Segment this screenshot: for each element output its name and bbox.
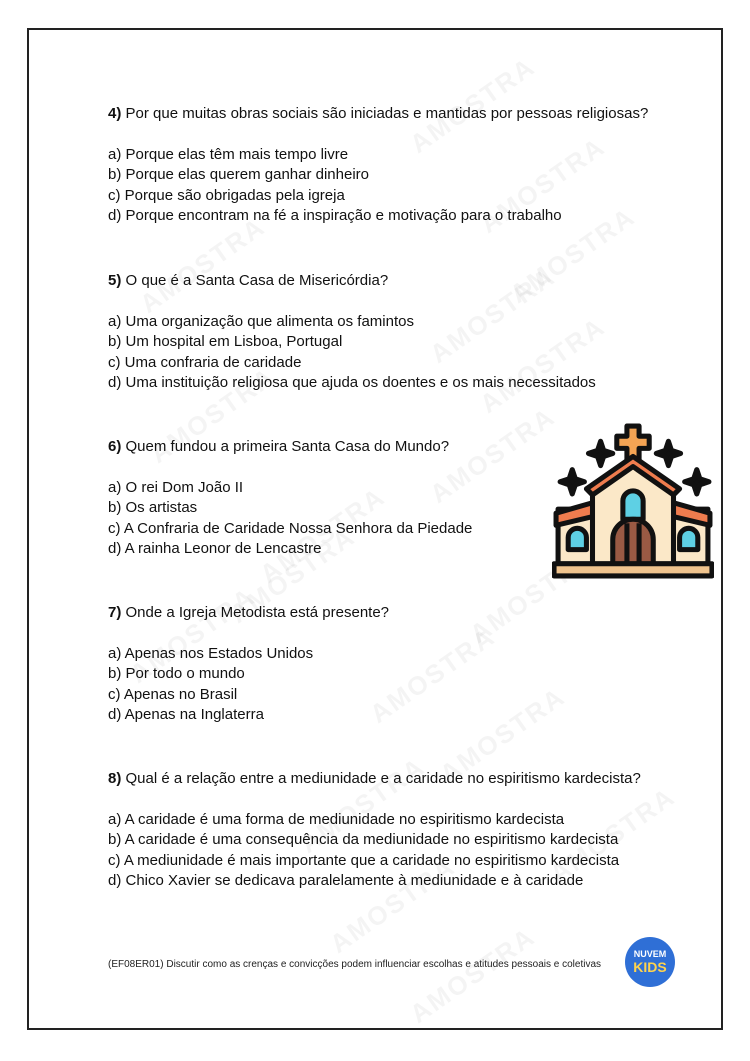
church-illustration — [552, 420, 714, 582]
answer-option: d) Apenas na Inglaterra — [108, 706, 264, 724]
question-5 — [108, 271, 596, 394]
question-number: 4) — [108, 105, 122, 122]
answer-option: b) Por todo o mundo — [108, 665, 245, 683]
answer-option: c) A mediunidade é mais importante que a caridade no espiritismo kardecista — [108, 851, 620, 869]
answer-option: d) Porque encontram na fé a inspiração e motivação para o trabalho — [108, 207, 562, 225]
question-text: Quem fundou a primeira Santa Casa do Mundo? — [125, 438, 450, 455]
question-6 — [108, 437, 472, 560]
question-title — [108, 603, 389, 624]
question-title — [108, 769, 641, 790]
answer-option: a) Uma organização que alimenta os famintos — [108, 312, 414, 330]
question-number: 7) — [108, 604, 122, 621]
answer-option: b) A caridade é uma consequência da mediunidade no espiritismo kardecista — [108, 831, 619, 849]
question-title — [108, 437, 472, 458]
answer-option: a) Apenas nos Estados Unidos — [108, 644, 314, 662]
question-text: Qual é a relação entre a mediunidade e a caridade no espiritismo kardecista? — [125, 770, 641, 787]
question-8 — [108, 769, 641, 892]
answer-option: b) Os artistas — [108, 499, 198, 517]
logo-line1: NUVEM — [633, 949, 667, 959]
question-number: 5) — [108, 272, 122, 289]
answer-option: b) Porque elas querem ganhar dinheiro — [108, 166, 369, 184]
answer-option: a) Porque elas têm mais tempo livre — [108, 145, 349, 163]
answer-option: c) Porque são obrigadas pela igreja — [108, 186, 345, 204]
answer-option: d) Uma instituição religiosa que ajuda os doentes e os mais necessitados — [108, 374, 596, 392]
question-text: Por que muitas obras sociais são iniciadas e mantidas por pessoas religiosas? — [125, 105, 649, 122]
answer-option: a) A caridade é uma forma de mediunidade no espiritismo kardecista — [108, 810, 565, 828]
nuvem-kids-logo — [625, 937, 675, 987]
answer-option: c) Apenas no Brasil — [108, 685, 238, 703]
question-title — [108, 271, 596, 292]
question-7 — [108, 603, 389, 726]
question-text: Onde a Igreja Metodista está presente? — [125, 604, 390, 621]
question-title — [108, 104, 648, 125]
question-number: 8) — [108, 770, 122, 787]
question-4 — [108, 104, 648, 227]
question-text: O que é a Santa Casa de Misericórdia? — [125, 272, 389, 289]
answer-option: b) Um hospital em Lisboa, Portugal — [108, 333, 343, 351]
answer-option: c) A Confraria de Caridade Nossa Senhora da Piedade — [108, 519, 473, 537]
answer-option: a) O rei Dom João II — [108, 478, 244, 496]
logo-line2: KIDS — [633, 959, 667, 975]
curriculum-footnote: (EF08ER01) Discutir como as crenças e convicções podem influenciar escolhas e atitudes pessoais e coletivas — [108, 959, 602, 970]
answer-option: d) A rainha Leonor de Lencastre — [108, 540, 322, 558]
question-number: 6) — [108, 438, 122, 455]
answer-option: d) Chico Xavier se dedicava paralelamente à mediunidade e à caridade — [108, 872, 584, 890]
answer-option: c) Uma confraria de caridade — [108, 353, 302, 371]
